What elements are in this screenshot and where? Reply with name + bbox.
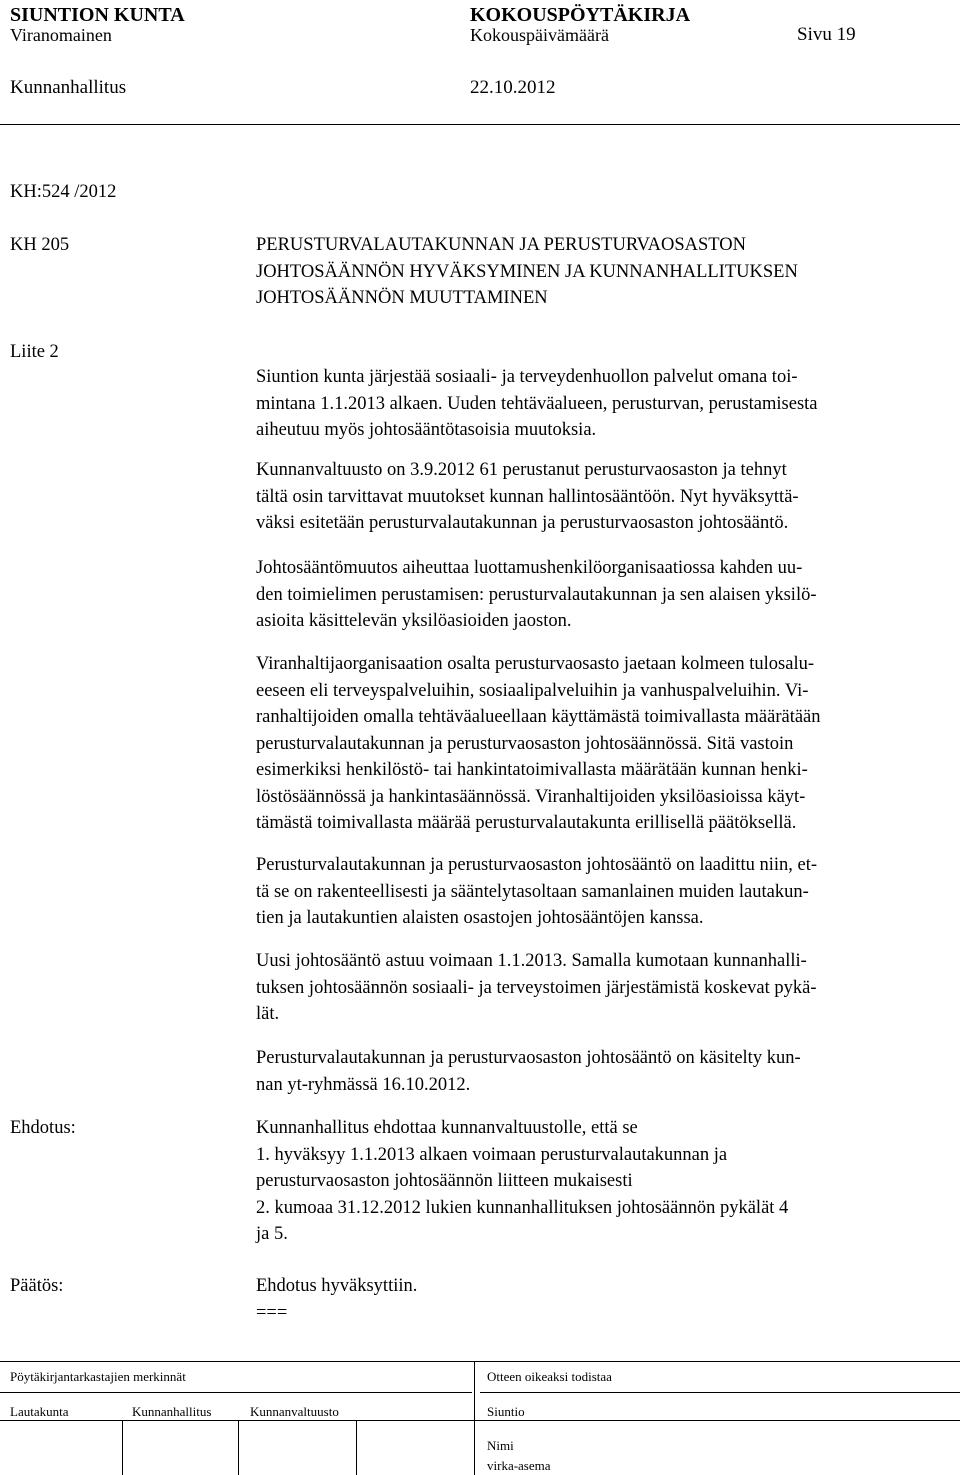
authority-label: Viranomainen (10, 25, 112, 45)
meeting-date: 22.10.2012 (470, 77, 556, 98)
certified-label: Otteen oikeaksi todistaa (487, 1369, 612, 1384)
proposal-line: Kunnanhallitus ehdottaa kunnanvaltuustolle, että se (256, 1118, 638, 1138)
proposal-label: Ehdotus: (10, 1118, 76, 1138)
decision-label: Päätös: (10, 1276, 64, 1296)
footer-col-divider (122, 1420, 123, 1475)
paragraph-line: mintana 1.1.2013 alkaen. Uuden tehtäväalueen, perusturvan, perustamisesta (256, 393, 818, 414)
paragraph-line: Perusturvalautakunnan ja perusturvaosaston johtosääntö on laadittu niin, et- (256, 855, 818, 875)
paragraph-line: esimerkiksi henkilöstö- tai hankintatoimivallasta määrätään kunnan henki- (256, 760, 808, 780)
paragraph-line: tä se on rakenteellisesti ja sääntelytasoltaan samanlainen muiden lautakun- (256, 881, 809, 902)
paragraph (256, 852, 956, 932)
attachment-label: Liite 2 (10, 342, 59, 362)
proposal-line: perusturvaosaston johtosäännön liitteen mukaisesti (256, 1171, 633, 1191)
paragraph-line: tien ja lautakuntien alaisten osastojen johtosääntöjen kanssa. (256, 908, 704, 928)
org-name: SIUNTION KUNTA (10, 4, 185, 26)
footer-top-rule (0, 1361, 960, 1362)
footer-left-rule (0, 1392, 472, 1393)
paragraph-line: tämästä toimivallasta määrää perusturvalautakunta erillisellä päätöksellä. (256, 813, 797, 833)
case-title-line: PERUSTURVALAUTAKUNNAN JA PERUSTURVAOSASTON (256, 235, 746, 255)
name-label: Nimi (487, 1438, 514, 1453)
footer-center-divider (474, 1361, 475, 1475)
paragraph (256, 457, 956, 537)
position-label: virka-asema (487, 1458, 551, 1473)
case-title-line: JOHTOSÄÄNNÖN MUUTTAMINEN (256, 288, 548, 308)
footer-mid-rule (0, 1420, 960, 1421)
paragraph (256, 948, 956, 1028)
paragraph-line: asioita käsittelevän yksilöasioiden jaoston. (256, 611, 572, 631)
proposal-line: 1. hyväksyy 1.1.2013 alkaen voimaan perusturvalautakunnan ja (256, 1144, 728, 1165)
decision-line: Ehdotus hyväksyttiin. (256, 1276, 418, 1296)
document-type: KOKOUSPÖYTÄKIRJA (470, 4, 691, 26)
meeting-date-label: Kokouspäivämäärä (470, 25, 609, 45)
paragraph-line: lät. (256, 1004, 280, 1024)
proposal-text (256, 1115, 956, 1248)
paragraph-line: ranhaltijoiden omalla tehtäväalueellaan käyttämästä toimivallasta määrätään (256, 707, 821, 727)
end-mark: === (256, 1302, 288, 1323)
paragraph-line: Siuntion kunta järjestää sosiaali- ja terveydenhuollon palvelut omana toi- (256, 367, 798, 387)
section-number: KH 205 (10, 235, 70, 255)
page-number: Sivu 19 (797, 24, 856, 45)
authority: Kunnanhallitus (10, 77, 127, 98)
proposal-line: 2. kumoaa 31.12.2012 lukien kunnanhallituksen johtosäännön pykälät 4 (256, 1197, 789, 1218)
paragraph (256, 651, 956, 837)
body-kunnanhallitus: Kunnanhallitus (132, 1404, 212, 1419)
paragraph-line: väksi esitetään perusturvalautakunnan ja perusturvaosaston johtosääntö. (256, 513, 789, 533)
case-title-line: JOHTOSÄÄNNÖN HYVÄKSYMINEN JA KUNNANHALLITUKSEN (256, 261, 798, 282)
paragraph-line: Johtosääntömuutos aiheuttaa luottamushenkilöorganisaatiossa kahden uu- (256, 558, 803, 578)
body-lautakunta: Lautakunta (10, 1404, 69, 1419)
paragraph (256, 555, 956, 635)
body-kunnanvaltuusto: Kunnanvaltuusto (250, 1404, 339, 1419)
paragraph-line: Uusi johtosääntö astuu voimaan 1.1.2013. Samalla kumotaan kunnanhalli- (256, 951, 807, 971)
paragraph-line: Kunnanvaltuusto on 3.9.2012 61 perustanut perusturvaosaston ja tehnyt (256, 460, 787, 480)
header-divider (0, 124, 960, 125)
footer-col-divider (356, 1420, 357, 1475)
case-title (256, 232, 956, 312)
paragraph-line: tuksen johtosäännön sosiaali- ja terveystoimen järjestämistä koskevat pykä- (256, 977, 817, 998)
paragraph-line: nan yt-ryhmässä 16.10.2012. (256, 1074, 471, 1095)
paragraph-line: Viranhaltijaorganisaation osalta perusturvaosasto jaetaan kolmeen tulosalu- (256, 654, 814, 674)
decision-text (256, 1273, 956, 1326)
paragraph-line: perusturvalautakunnan ja perusturvaosaston johtosäännössä. Sitä vastoin (256, 733, 794, 754)
paragraph-line: aiheutuu myös johtosääntötasoisia muutoksia. (256, 420, 597, 440)
footer-col-divider (238, 1420, 239, 1475)
paragraph-line: Perusturvalautakunnan ja perusturvaosaston johtosääntö on käsitelty kun- (256, 1048, 801, 1068)
paragraph-line: den toimielimen perustamisen: perusturvalautakunnan ja sen alaisen yksilö- (256, 584, 817, 605)
proposal-line: ja 5. (256, 1224, 288, 1244)
paragraph-line: eeseen eli terveyspalveluihin, sosiaalipalveluihin ja vanhuspalveluihin. Vi- (256, 680, 809, 701)
paragraph-line: tältä osin tarvittavat muutokset kunnan hallintosääntöön. Nyt hyväksyttä- (256, 486, 799, 507)
paragraph (256, 1045, 956, 1098)
place: Siuntio (487, 1404, 525, 1419)
footer-right-rule (480, 1392, 960, 1393)
case-id: KH:524 /2012 (10, 182, 117, 202)
checkers-label: Pöytäkirjantarkastajien merkinnät (10, 1369, 186, 1384)
paragraph (256, 364, 956, 444)
paragraph-line: löstösäännössä ja hankintasäännössä. Viranhaltijoiden yksilöasioissa käyt- (256, 786, 806, 807)
